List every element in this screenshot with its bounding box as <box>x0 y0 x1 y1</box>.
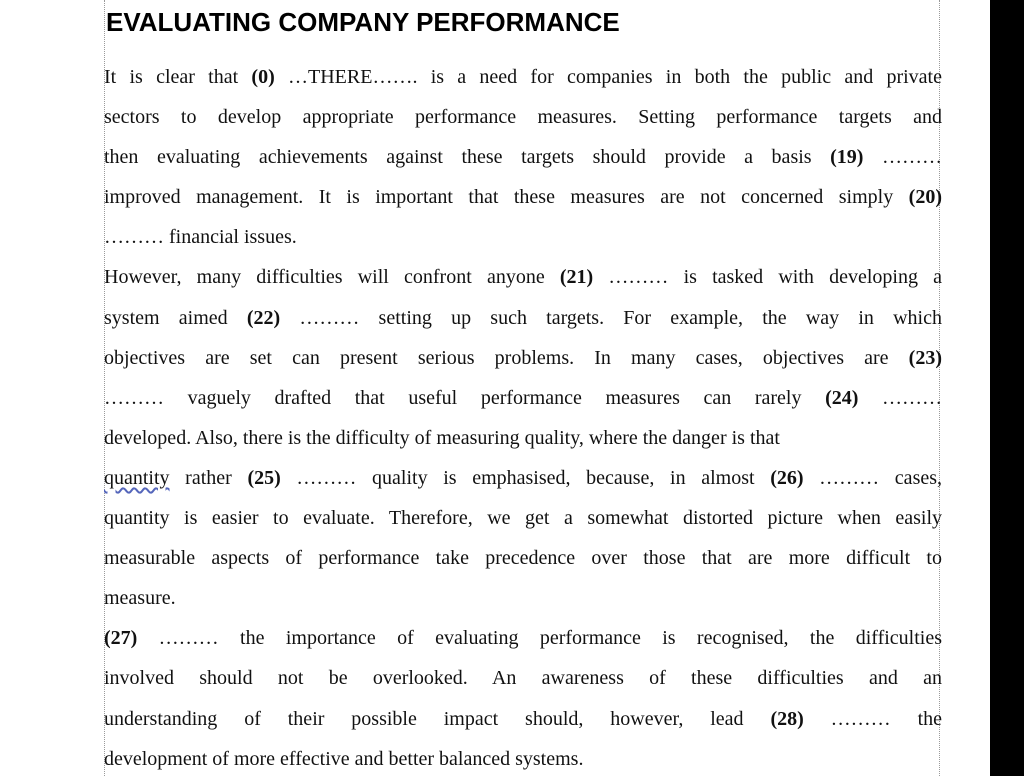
question-number: (0) <box>251 66 275 88</box>
text-line <box>104 458 942 498</box>
text-run: developed. Also, there is the difficulty of measuring quality, where the danger is that <box>104 426 780 449</box>
text-run: ……… financial issues. <box>104 226 297 249</box>
spellcheck-flagged-word: quantity <box>104 466 170 489</box>
text-line <box>104 498 942 538</box>
text-run: development of more effective and better balanced systems. <box>104 747 584 770</box>
question-number: (27) <box>104 627 138 650</box>
text-line <box>104 378 942 418</box>
text-run: ……… vaguely drafted that useful performance measures can rarely <box>104 386 826 409</box>
text-run: then evaluating achievements against these targets should provide a basis <box>104 146 831 169</box>
text-line <box>104 137 942 177</box>
text-run: ……… the importance of evaluating performance is recognised, the difficulties <box>137 627 942 650</box>
text-run: It is clear that <box>104 66 252 88</box>
text-line <box>104 418 942 458</box>
text-line <box>104 298 942 338</box>
text-run: …THERE……. is a need for companies in both the public and private <box>274 66 942 88</box>
text-run: ……… quality is emphasised, because, in almost <box>280 466 771 489</box>
text-run: However, many difficulties will confront anyone <box>104 266 560 289</box>
question-number: (22) <box>246 306 281 329</box>
text-run: ……… the <box>803 707 942 730</box>
text-run: improved management. It is important that these measures are not concerned simply <box>104 186 909 209</box>
text-line <box>104 338 942 378</box>
question-number: (23) <box>908 346 942 369</box>
text-run: ……… is tasked with developing a <box>593 266 942 289</box>
question-number: (28) <box>770 707 804 730</box>
question-number: (21) <box>559 266 594 289</box>
text-run: quantity is easier to evaluate. Therefore, we get a somewhat distorted picture when easily <box>104 507 942 530</box>
document-title: EVALUATING COMPANY PERFORMANCE <box>106 7 620 37</box>
text-line <box>104 699 942 739</box>
text-run: sectors to develop appropriate performance measures. Setting performance targets and <box>104 106 942 129</box>
text-line <box>104 578 942 618</box>
text-run: measurable aspects of performance take precedence over those that are more difficult to <box>104 547 942 570</box>
text-line <box>104 739 942 776</box>
text-run: involved should not be overlooked. An awareness of these difficulties and an <box>104 667 942 690</box>
text-line <box>104 618 942 658</box>
text-run: ……… setting up such targets. For example, the way in which <box>280 306 942 329</box>
question-number: (26) <box>770 466 804 489</box>
text-run: ……… <box>858 386 942 409</box>
text-line <box>104 57 942 97</box>
text-line <box>104 97 942 137</box>
text-run: ……… <box>863 146 942 169</box>
text-run: system aimed <box>104 306 247 329</box>
question-number: (19) <box>830 146 864 169</box>
text-run: measure. <box>104 587 176 610</box>
document-body[interactable] <box>104 57 942 776</box>
text-line <box>104 658 942 698</box>
text-line <box>104 538 942 578</box>
question-number: (25) <box>247 466 281 489</box>
text-run: rather <box>169 466 248 489</box>
text-run: objectives are set can present serious problems. In many cases, objectives are <box>104 346 909 369</box>
text-line <box>104 217 942 257</box>
text-run: understanding of their possible impact should, however, lead <box>104 707 771 730</box>
question-number: (24) <box>825 386 859 409</box>
text-line <box>104 177 942 217</box>
text-run: ……… cases, <box>803 466 942 489</box>
question-number: (20) <box>908 186 942 209</box>
text-line <box>104 257 942 297</box>
